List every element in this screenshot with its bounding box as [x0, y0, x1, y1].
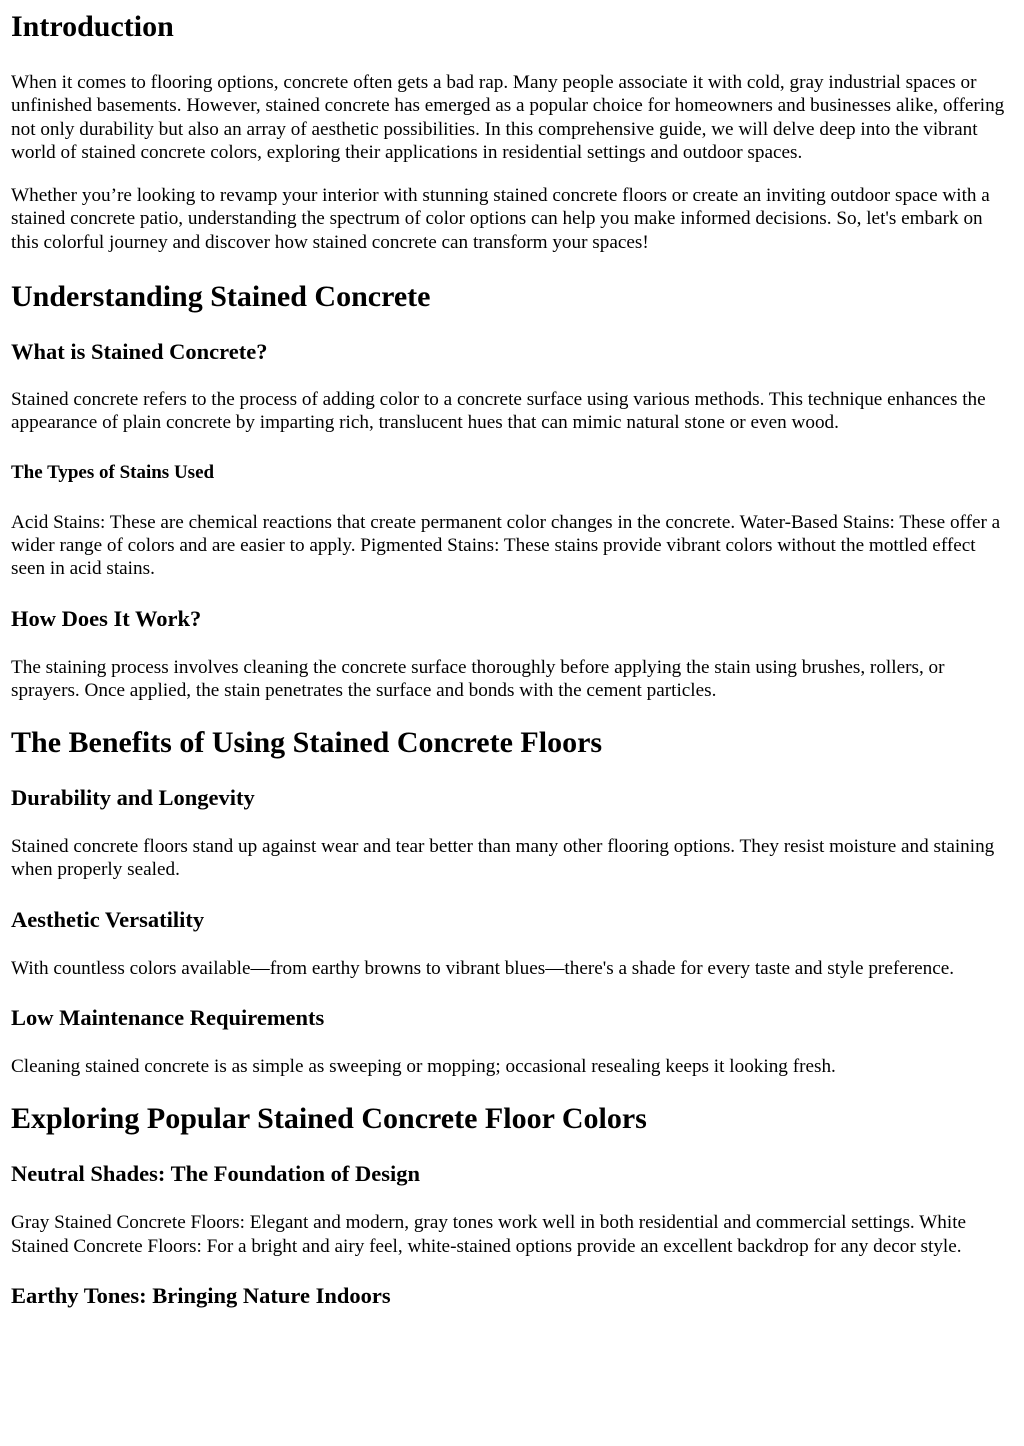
aesthetic-heading: Aesthetic Versatility — [11, 906, 205, 932]
earthy-heading: Earthy Tones: Bringing Nature Indoors — [11, 1282, 391, 1308]
types-paragraph: Acid Stains: These are chemical reactions that create permanent color changes in the concrete. Water-Based Stains: These offer a wider range of colors and are easier to apply. Pigmented Stains: These stains provide vibrant colors without the mottled effect seen in acid stains. — [11, 511, 1001, 580]
maintenance-paragraph: Cleaning stained concrete is as simple as sweeping or mopping; occasional resealing keeps it looking fresh. — [11, 1056, 836, 1078]
how-heading: How Does It Work? — [11, 605, 202, 631]
neutral-paragraph: Gray Stained Concrete Floors: Elegant and modern, gray tones work well in both residential and commercial settings. White Stained Concrete Floors: For a bright and airy feel, white-stained options provide an excellent backdrop for any decor style. — [11, 1212, 967, 1257]
intro-paragraph-2: Whether you’re looking to revamp your interior with stunning stained concrete floors or create an inviting outdoor space with a stained concrete patio, understanding the spectrum of color options can help you make informed decisions. So, let's embark on this colorful journey and discover how stained concrete can transform your spaces! — [11, 185, 990, 253]
intro-heading: Introduction — [11, 10, 174, 43]
how-paragraph: The staining process involves cleaning the concrete surface thoroughly before applying the stain using brushes, rollers, or sprayers. Once applied, the stain penetrates the surface and bonds with the cement particles. — [11, 656, 945, 701]
benefits-heading: The Benefits of Using Stained Concrete Floors — [11, 726, 603, 760]
aesthetic-paragraph: With countless colors available—from earthy browns to vibrant blues—there's a shade for every taste and style preference. — [11, 957, 955, 979]
neutral-heading: Neutral Shades: The Foundation of Design — [11, 1161, 421, 1187]
intro-paragraph-1: When it comes to flooring options, concrete often gets a bad rap. Many people associate it with cold, gray industrial spaces or unfinished basements. However, stained concrete has emerged as a popular choice for homeowners and businesses alike, offering not only durability but also an array of aesthetic possibilities. In this comprehensive guide, we will delve deep into the vibrant world of stained concrete colors, exploring their applications in residential settings and outdoor spaces. — [11, 72, 1005, 163]
what-is-paragraph: Stained concrete refers to the process of adding color to a concrete surface using various methods. This technique enhances the appearance of plain concrete by imparting rich, translucent hues that can mimic natural stone or even wood. — [11, 389, 986, 434]
maintenance-heading: Low Maintenance Requirements — [11, 1005, 325, 1031]
types-heading: The Types of Stains Used — [11, 461, 215, 483]
durability-heading: Durability and Longevity — [11, 785, 255, 811]
what-is-heading: What is Stained Concrete? — [11, 339, 268, 365]
colors-heading: Exploring Popular Stained Concrete Floor Colors — [11, 1102, 647, 1136]
durability-paragraph: Stained concrete floors stand up against wear and tear better than many other flooring options. They resist moisture and staining when properly sealed. — [11, 836, 995, 881]
understanding-heading: Understanding Stained Concrete — [11, 280, 431, 314]
